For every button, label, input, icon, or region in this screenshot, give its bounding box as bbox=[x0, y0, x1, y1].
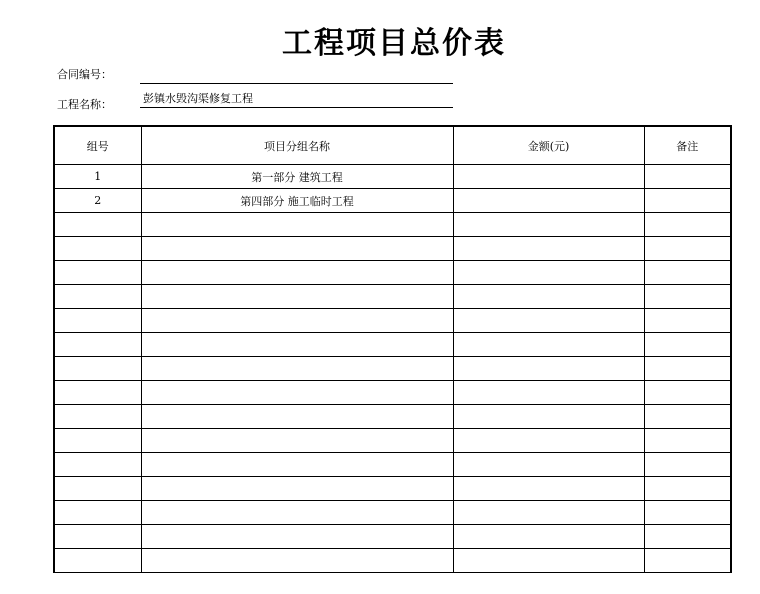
cell-amount bbox=[453, 381, 644, 405]
table-row bbox=[54, 477, 731, 501]
table-row bbox=[54, 285, 731, 309]
cell-amount bbox=[453, 525, 644, 549]
cell-remarks bbox=[644, 429, 731, 453]
table-row bbox=[54, 189, 731, 213]
project-name-underline bbox=[140, 107, 453, 108]
cell-amount bbox=[453, 285, 644, 309]
cell-group-name bbox=[141, 549, 453, 573]
cell-group-number bbox=[54, 549, 141, 573]
table-row bbox=[54, 525, 731, 549]
table-row bbox=[54, 501, 731, 525]
table-row bbox=[54, 381, 731, 405]
cell-group-name bbox=[141, 333, 453, 357]
table-row bbox=[54, 429, 731, 453]
cell-remarks bbox=[644, 237, 731, 261]
cell-group-number bbox=[54, 261, 141, 285]
cell-group-name bbox=[141, 309, 453, 333]
cell-remarks bbox=[644, 357, 731, 381]
cell-group-name bbox=[141, 381, 453, 405]
table-row bbox=[54, 213, 731, 237]
cell-remarks bbox=[644, 477, 731, 501]
cell-amount bbox=[453, 405, 644, 429]
contract-number-underline bbox=[140, 83, 453, 84]
project-name-value: 彭镇水毁沟渠修复工程 bbox=[143, 92, 253, 105]
cell-group-name bbox=[141, 477, 453, 501]
cell-amount bbox=[453, 333, 644, 357]
cell-remarks bbox=[644, 285, 731, 309]
table-row bbox=[54, 261, 731, 285]
cell-group-number bbox=[54, 453, 141, 477]
cell-group-number bbox=[54, 213, 141, 237]
cell-group-number bbox=[54, 333, 141, 357]
table-row bbox=[54, 309, 731, 333]
cell-group-number: 2 bbox=[54, 189, 141, 213]
header-remarks: 备注 bbox=[644, 126, 731, 165]
cell-group-number bbox=[54, 381, 141, 405]
cell-group-name bbox=[141, 525, 453, 549]
cell-amount bbox=[453, 477, 644, 501]
cell-amount bbox=[453, 165, 644, 189]
header-amount: 金额(元) bbox=[453, 126, 644, 165]
cell-group-number bbox=[54, 357, 141, 381]
cell-group-name bbox=[141, 501, 453, 525]
cell-remarks bbox=[644, 405, 731, 429]
cell-remarks bbox=[644, 165, 731, 189]
table-row bbox=[54, 453, 731, 477]
cell-group-number bbox=[54, 477, 141, 501]
table-body bbox=[54, 165, 731, 573]
cell-group-number: 1 bbox=[54, 165, 141, 189]
cell-group-number bbox=[54, 285, 141, 309]
table-header-row bbox=[54, 126, 731, 165]
cell-group-name bbox=[141, 405, 453, 429]
cell-amount bbox=[453, 213, 644, 237]
table-row bbox=[54, 237, 731, 261]
cell-remarks bbox=[644, 309, 731, 333]
cell-amount bbox=[453, 237, 644, 261]
cell-remarks bbox=[644, 213, 731, 237]
cell-group-number bbox=[54, 405, 141, 429]
cell-group-name bbox=[141, 213, 453, 237]
cell-group-name bbox=[141, 429, 453, 453]
table-row bbox=[54, 333, 731, 357]
cell-group-name bbox=[141, 357, 453, 381]
cell-group-name bbox=[141, 285, 453, 309]
header-group-name: 项目分组名称 bbox=[141, 126, 453, 165]
cell-amount bbox=[453, 429, 644, 453]
cell-group-name bbox=[141, 261, 453, 285]
cell-remarks bbox=[644, 333, 731, 357]
project-name-label: 工程名称： bbox=[57, 98, 112, 111]
cell-group-number bbox=[54, 237, 141, 261]
cell-group-number bbox=[54, 501, 141, 525]
cell-remarks bbox=[644, 261, 731, 285]
cell-amount bbox=[453, 501, 644, 525]
cell-amount bbox=[453, 309, 644, 333]
contract-number-label: 合同编号： bbox=[57, 68, 112, 81]
cell-remarks bbox=[644, 549, 731, 573]
cell-group-name: 第四部分 施工临时工程 bbox=[141, 189, 453, 213]
cell-remarks bbox=[644, 525, 731, 549]
cell-amount bbox=[453, 261, 644, 285]
cell-amount bbox=[453, 357, 644, 381]
cell-remarks bbox=[644, 501, 731, 525]
cell-remarks bbox=[644, 189, 731, 213]
cell-amount bbox=[453, 453, 644, 477]
cell-group-name bbox=[141, 453, 453, 477]
cell-remarks bbox=[644, 381, 731, 405]
price-table bbox=[53, 125, 732, 573]
cell-group-name bbox=[141, 237, 453, 261]
table-row bbox=[54, 549, 731, 573]
table-row bbox=[54, 357, 731, 381]
cell-group-number bbox=[54, 525, 141, 549]
cell-group-number bbox=[54, 429, 141, 453]
cell-amount bbox=[453, 189, 644, 213]
cell-group-name: 第一部分 建筑工程 bbox=[141, 165, 453, 189]
cell-remarks bbox=[644, 453, 731, 477]
header-group-number: 组号 bbox=[54, 126, 141, 165]
table-row bbox=[54, 165, 731, 189]
page-title: 工程项目总价表 bbox=[282, 26, 506, 61]
cell-amount bbox=[453, 549, 644, 573]
table-row bbox=[54, 405, 731, 429]
cell-group-number bbox=[54, 309, 141, 333]
